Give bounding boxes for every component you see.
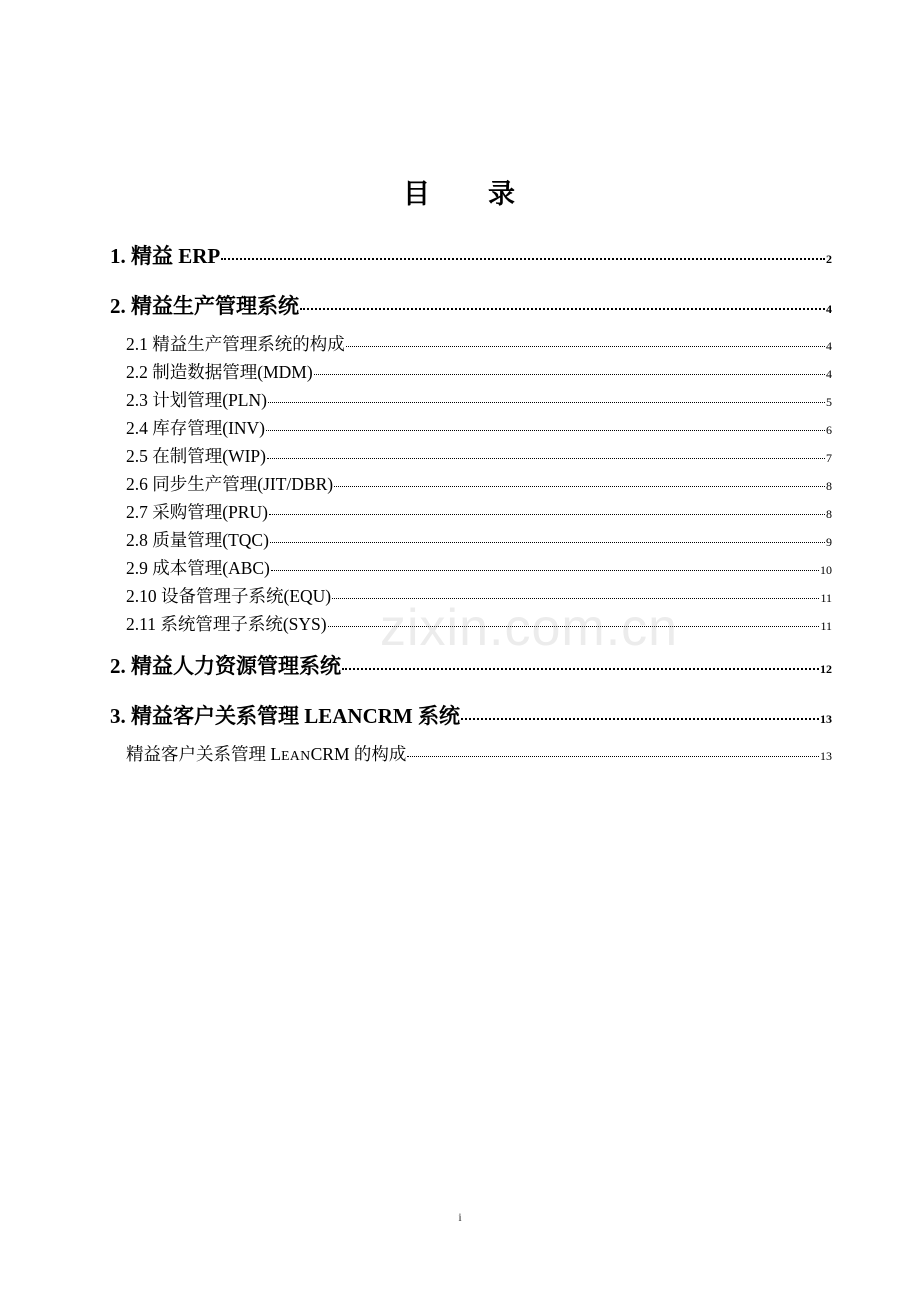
toc-entry-page: 4 <box>826 302 832 316</box>
toc-entry-page: 9 <box>826 535 832 549</box>
toc-entry-2-4[interactable] <box>126 415 832 440</box>
dot-leader <box>267 458 825 459</box>
dot-leader <box>221 258 825 260</box>
toc-entry-3-1[interactable] <box>126 741 832 766</box>
toc-entry-label: 2. 精益生产管理系统 <box>110 294 299 318</box>
dot-leader <box>271 570 819 571</box>
toc-entry-label: 2.11 系统管理子系统(SYS) <box>126 614 327 634</box>
toc-entry-page: 4 <box>826 339 832 353</box>
dot-leader <box>270 542 825 543</box>
dot-leader <box>314 374 825 375</box>
toc-entry-label: 2.4 库存管理(INV) <box>126 418 266 438</box>
dot-leader <box>268 402 825 403</box>
toc-entry-2-3[interactable] <box>126 387 832 412</box>
toc-entry-label: 2.5 在制管理(WIP) <box>126 446 266 466</box>
toc-entry-page: 13 <box>820 749 832 763</box>
dot-leader <box>266 430 825 431</box>
watermark: zixin.com.cn <box>380 599 679 657</box>
toc-entry-page: 6 <box>826 423 832 437</box>
dot-leader <box>300 308 825 310</box>
toc-entry-label: 2.2 制造数据管理(MDM) <box>126 362 313 382</box>
toc-entry-page: 13 <box>820 712 832 726</box>
dot-leader <box>334 486 825 487</box>
toc-entry-label: 2.10 设备管理子系统(EQU) <box>126 586 332 606</box>
toc-entry-label: 2.1 精益生产管理系统的构成 <box>126 334 345 354</box>
toc-entry-page: 4 <box>826 367 832 381</box>
toc-entry-page: 8 <box>826 507 832 521</box>
toc-entry-2[interactable] <box>110 290 832 320</box>
toc-entry-1[interactable] <box>110 240 832 270</box>
dot-leader <box>461 718 819 720</box>
toc-entry-page: 2 <box>826 252 832 266</box>
toc-title <box>0 172 920 211</box>
toc-entry-2-2[interactable] <box>126 359 832 384</box>
toc-entry-page: 8 <box>826 479 832 493</box>
toc-entry-page: 12 <box>820 662 832 676</box>
toc-entry-label: 2.9 成本管理(ABC) <box>126 558 270 578</box>
toc-title-char-2: 录 <box>488 179 517 209</box>
toc-entry-label: 精益客户关系管理 LEANCRM 的构成 <box>126 744 407 764</box>
toc-entry-page: 11 <box>820 591 832 605</box>
toc-entry-page: 10 <box>820 563 832 577</box>
toc-entry-2-8[interactable] <box>126 527 832 552</box>
dot-leader <box>346 346 825 347</box>
toc-entry-2-6[interactable] <box>126 471 832 496</box>
toc-entry-label: 2. 精益人力资源管理系统 <box>110 654 341 678</box>
toc-entry-label: 2.8 质量管理(TQC) <box>126 530 269 550</box>
toc-entry-page: 11 <box>820 619 832 633</box>
toc-entry-2-5[interactable] <box>126 443 832 468</box>
dot-leader <box>269 514 825 515</box>
toc-entry-label: 3. 精益客户关系管理 LEANCRM 系统 <box>110 704 460 728</box>
toc-entry-label: 2.3 计划管理(PLN) <box>126 390 267 410</box>
toc-entry-label: 2.6 同步生产管理(JIT/DBR) <box>126 474 334 494</box>
toc-entry-2-9[interactable] <box>126 555 832 580</box>
toc-entry-page: 5 <box>826 395 832 409</box>
toc-entry-2-1[interactable] <box>126 331 832 356</box>
toc-title-char-1: 目 <box>403 179 432 209</box>
dot-leader <box>407 756 819 757</box>
page-number-footer: i <box>458 1210 462 1224</box>
toc-entry-label: 2.7 采购管理(PRU) <box>126 502 268 522</box>
dot-leader <box>342 668 819 670</box>
toc-entry-page: 7 <box>826 451 832 465</box>
toc-entry-3[interactable] <box>110 700 832 730</box>
toc-entry-2-7[interactable] <box>126 499 832 524</box>
toc-entry-label: 1. 精益 ERP <box>110 244 221 268</box>
